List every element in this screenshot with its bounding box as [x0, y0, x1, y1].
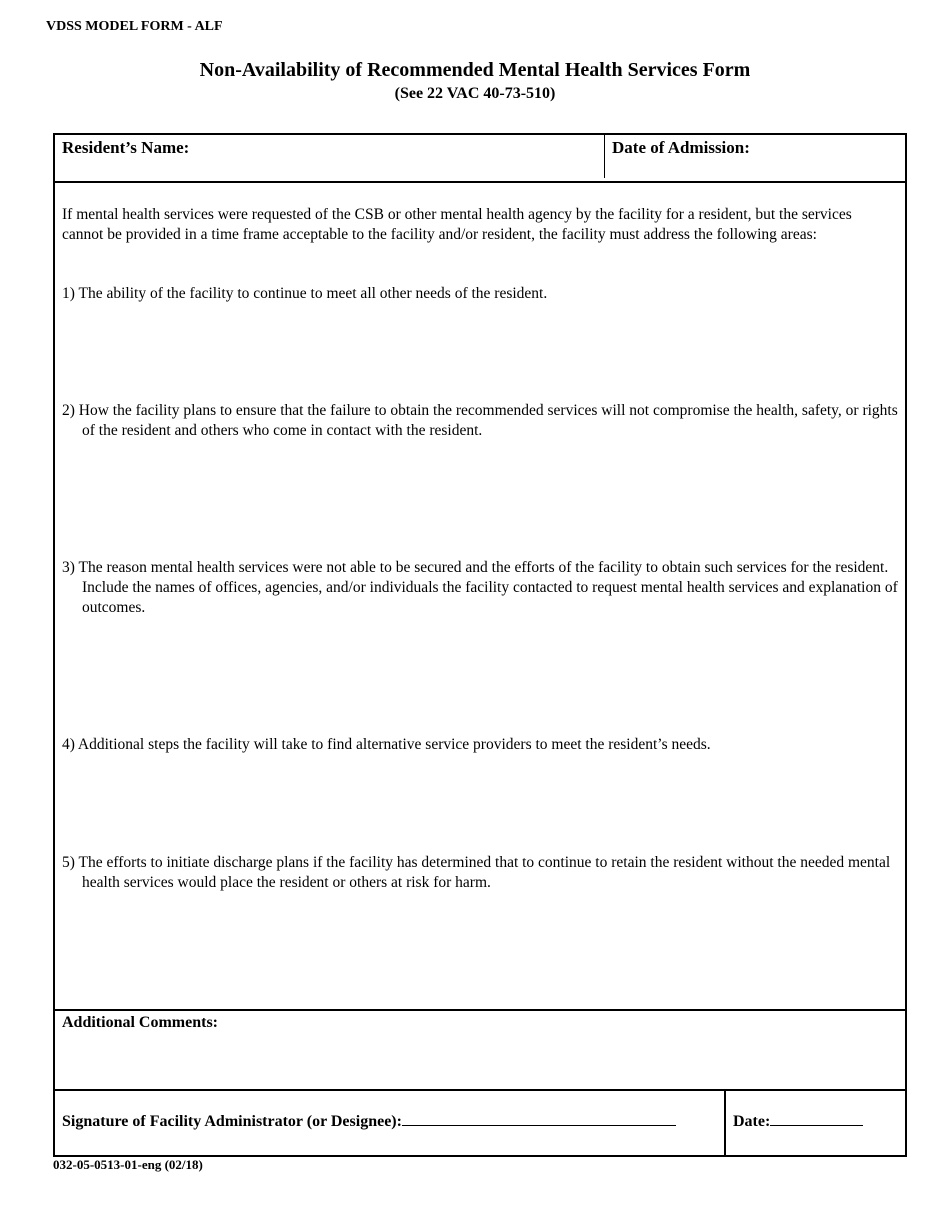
additional-comments-section[interactable] — [55, 1009, 905, 1091]
signature-label: Signature of Facility Administrator (or Designee): — [62, 1113, 402, 1130]
divider — [604, 135, 605, 178]
resident-name-label: Resident’s Name: — [62, 138, 190, 157]
resident-info-row — [55, 135, 905, 183]
signature-field[interactable] — [62, 1113, 676, 1131]
signature-line[interactable] — [402, 1125, 676, 1126]
list-item: 2) How the facility plans to ensure that the failure to obtain the recommended services will not compromise the health, safety, or rights of the resident and others who come in contact with the resident. — [62, 402, 898, 439]
list-item: 5) The efforts to initiate discharge plans if the facility has determined that to continue to retain the resident without the needed mental health services would place the resident or others at risk for harm. — [62, 854, 891, 891]
signature-date-label: Date: — [733, 1113, 771, 1130]
list-item: 4) Additional steps the facility will take to find alternative service providers to meet the resident’s needs. — [62, 736, 711, 753]
page-title: Non-Availability of Recommended Mental Health Services Form — [199, 59, 751, 81]
page-subtitle: (See 22 VAC 40-73-510) — [394, 85, 556, 102]
signature-row — [55, 1089, 905, 1157]
date-of-admission-label: Date of Admission: — [612, 138, 750, 157]
additional-comments-label: Additional Comments: — [62, 1014, 219, 1031]
date-field[interactable] — [733, 1113, 863, 1131]
list-item: 1) The ability of the facility to continue to meet all other needs of the resident. — [62, 285, 548, 302]
date-line[interactable] — [770, 1125, 863, 1126]
form-label: VDSS MODEL FORM - ALF — [46, 19, 223, 34]
divider — [724, 1091, 726, 1155]
intro-text: If mental health services were requested of the CSB or other mental health agency by the facility for a resident, but the services cannot be provided in a time frame acceptable to the facility and/or resident, the facility must address the following areas: — [62, 206, 852, 243]
list-item: 3) The reason mental health services were not able to be secured and the efforts of the facility to obtain such services for the resident. Include the names of offices, agencies, and/or individuals the facility contacted to request mental health services and explanation of outcomes. — [62, 559, 898, 616]
form-box — [53, 133, 907, 1157]
form-number: 032-05-0513-01-eng (02/18) — [53, 1157, 203, 1172]
